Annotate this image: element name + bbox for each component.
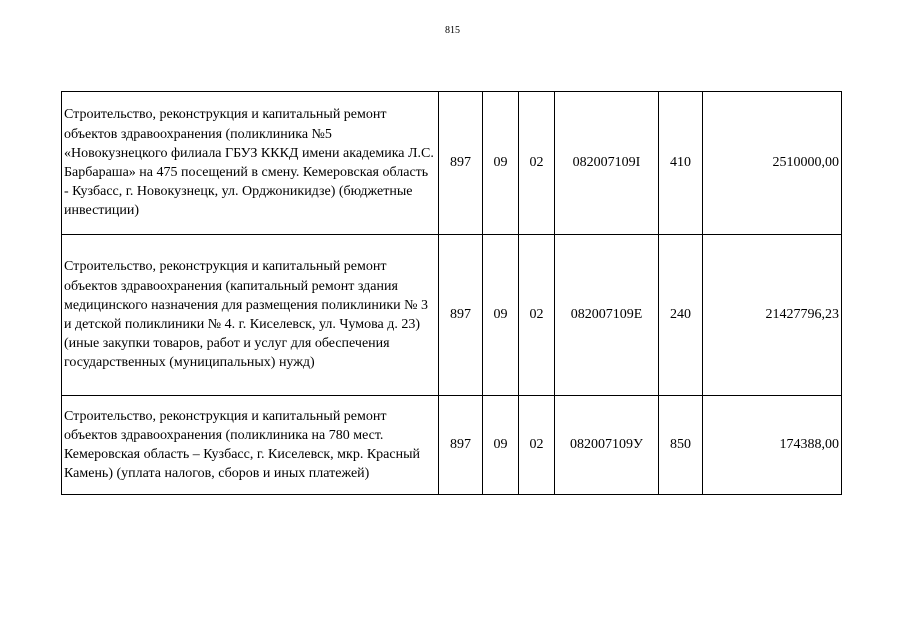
row-description: Строительство, реконструкция и капитальный ремонт объектов здравоохранения (поликлиника №5 «Новокузнецкого филиала ГБУЗ КККД имени академика Л.С. Барбараша» на 475 посещений в смену. Кемеровская область - Кузбасс, г. Новокузнецк, ул. Орджоникидзе) (бюджетные инвестиции) xyxy=(62,92,439,235)
amount-value: 21427796,23 xyxy=(703,235,842,396)
row-description: Строительство, реконструкция и капитальный ремонт объектов здравоохранения (поликлиника на 780 мест. Кемеровская область – Кузбасс, г. Киселевск, мкр. Красный Камень) (уплата налогов, сборов и иных платежей) xyxy=(62,396,439,495)
ministry-code: 897 xyxy=(439,396,483,495)
ministry-code: 897 xyxy=(439,235,483,396)
section-code: 09 xyxy=(483,396,519,495)
table-row xyxy=(62,396,842,495)
target-article-code: 082007109Е xyxy=(555,235,659,396)
target-article-code: 082007109У xyxy=(555,396,659,495)
expense-type-code: 410 xyxy=(659,92,703,235)
section-code: 09 xyxy=(483,235,519,396)
amount-value: 2510000,00 xyxy=(703,92,842,235)
subsection-code: 02 xyxy=(519,235,555,396)
page-number: 815 xyxy=(445,25,460,36)
section-code: 09 xyxy=(483,92,519,235)
subsection-code: 02 xyxy=(519,396,555,495)
target-article-code: 082007109I xyxy=(555,92,659,235)
ministry-code: 897 xyxy=(439,92,483,235)
subsection-code: 02 xyxy=(519,92,555,235)
budget-table xyxy=(61,91,842,495)
amount-value: 174388,00 xyxy=(703,396,842,495)
row-description: Строительство, реконструкция и капитальный ремонт объектов здравоохранения (капитальный ремонт здания медицинского назначения для размещения поликлиники № 3 и детской поликлиники № 4. г. Киселевск, ул. Чумова д. 23) (иные закупки товаров, работ и услуг для обеспечения государственных (муниципальных) нужд) xyxy=(62,235,439,396)
table-row xyxy=(62,235,842,396)
expense-type-code: 240 xyxy=(659,235,703,396)
table-row xyxy=(62,92,842,235)
expense-type-code: 850 xyxy=(659,396,703,495)
